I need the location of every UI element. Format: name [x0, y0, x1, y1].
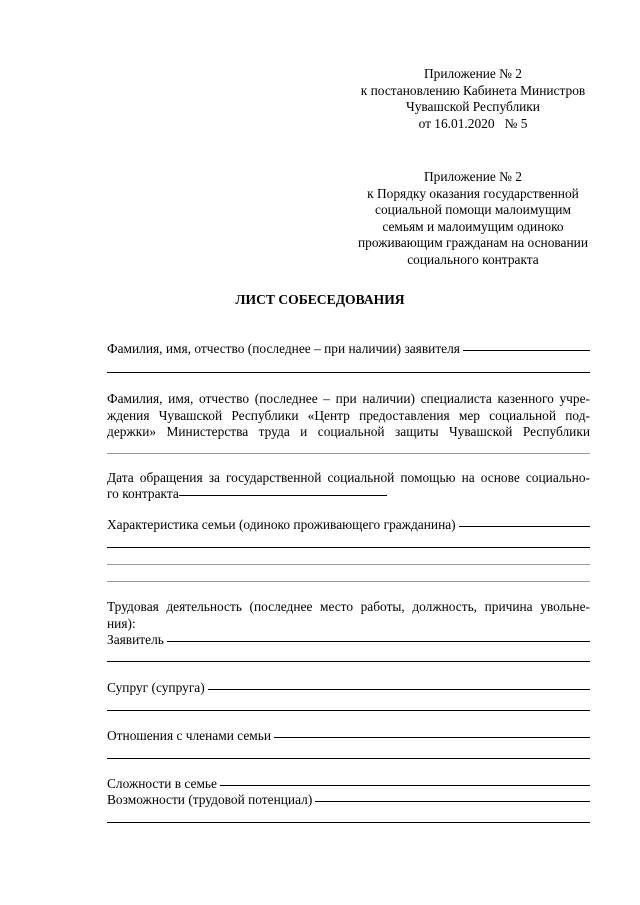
request-date-label-line: го контракта — [107, 486, 179, 501]
appendix-line: социального контракта — [407, 251, 539, 267]
family-row — [107, 517, 590, 534]
relations-field-line[interactable] — [107, 758, 590, 759]
potential-field[interactable] — [315, 801, 590, 802]
family-field-line[interactable] — [107, 564, 590, 565]
spouse-field-line[interactable] — [107, 710, 590, 711]
family-field-line[interactable] — [107, 581, 590, 582]
spouse-row — [107, 680, 590, 697]
appendix-line: социальной помощи малоимущим — [375, 202, 571, 217]
applicant-work-field-line[interactable] — [107, 661, 590, 662]
applicant-name-label: Фамилия, имя, отчество (последнее – при наличии) заявителя — [107, 341, 460, 356]
potential-row — [107, 792, 590, 809]
appendix-line: к Порядку оказания государственной — [367, 185, 579, 201]
specialist-label-line: держки» Министерства труда и социальной защиты Чувашской Республики — [107, 424, 590, 439]
applicant-name-row — [107, 341, 590, 358]
specialist-label-line: ждения Чувашской Республики «Центр предоставления мер социальной под- — [107, 407, 590, 423]
relations-field[interactable] — [274, 737, 590, 738]
request-date-field[interactable] — [179, 495, 387, 496]
appendix-line: к постановлению Кабинета Министров — [360, 82, 586, 98]
family-label: Характеристика семьи (одиноко проживающего гражданина) — [107, 517, 456, 532]
page-title: ЛИСТ СОБЕСЕДОВАНИЯ — [235, 292, 405, 307]
appendix-line: проживающим гражданам на основании — [358, 235, 588, 250]
family-field-line[interactable] — [107, 547, 590, 548]
appendix-line: семьям и малоимущим одиноко — [382, 218, 564, 234]
difficulties-field[interactable] — [220, 785, 590, 786]
appendix-line: Чувашской Республики — [406, 99, 540, 114]
spouse-label: Супруг (супруга) — [107, 680, 205, 695]
applicant-work-field[interactable] — [167, 641, 590, 642]
applicant-work-row — [107, 632, 590, 649]
specialist-name-field-line[interactable] — [107, 453, 590, 454]
applicant-name-field[interactable] — [463, 350, 590, 351]
appendix-line: Приложение № 2 — [423, 66, 523, 81]
appendix-line: Приложение № 2 — [423, 169, 523, 184]
applicant-work-label: Заявитель — [107, 632, 164, 647]
spouse-field[interactable] — [208, 689, 590, 690]
work-label-line: ния): — [107, 615, 136, 631]
family-field[interactable] — [459, 526, 590, 527]
request-date-label-line: Дата обращения за государственной социальной помощью на основе социально- — [107, 470, 590, 485]
applicant-name-field-line[interactable] — [107, 372, 590, 373]
request-date-row — [107, 486, 387, 503]
work-label — [107, 599, 590, 632]
appendix-header-procedure — [350, 169, 596, 268]
appendix-line: от 16.01.2020 № 5 — [418, 115, 528, 131]
request-date-label — [107, 470, 590, 487]
difficulties-label: Сложности в семье — [107, 776, 217, 791]
relations-label: Отношения с членами семьи — [107, 728, 272, 743]
work-label-line: Трудовая деятельность (последнее место работы, должность, причина увольне- — [107, 599, 590, 614]
specialist-label-line: Фамилия, имя, отчество (последнее – при наличии) специалиста казенного учре- — [107, 391, 590, 406]
appendix-header-resolution — [350, 66, 596, 132]
difficulties-row — [107, 776, 590, 793]
relations-row — [107, 728, 590, 745]
potential-label: Возможности (трудовой потенциал) — [107, 792, 313, 807]
specialist-name-label — [107, 391, 590, 441]
potential-field-line[interactable] — [107, 822, 590, 823]
